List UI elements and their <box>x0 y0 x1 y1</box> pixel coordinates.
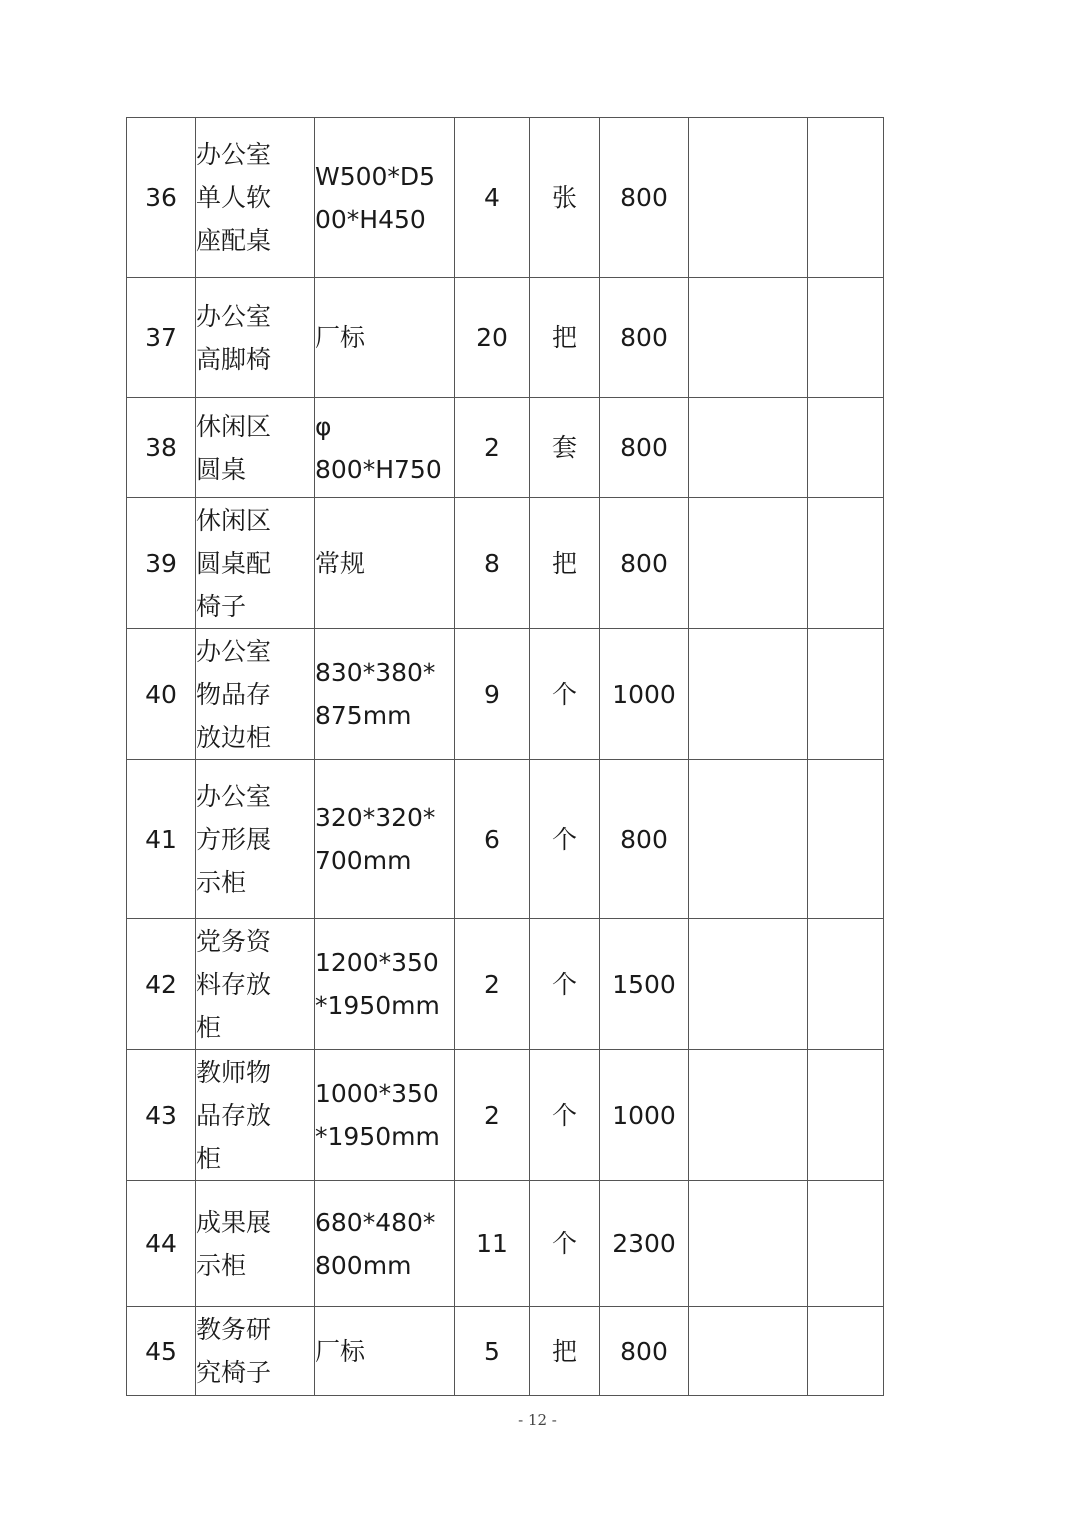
item-number: 42 <box>127 919 196 1050</box>
item-extra-2 <box>808 1050 884 1181</box>
page-number: - 12 - <box>518 1411 557 1429</box>
item-extra-1 <box>689 629 808 760</box>
item-number: 40 <box>127 629 196 760</box>
item-quantity: 4 <box>455 118 530 278</box>
item-name: 办公室 单人软 座配桌 <box>196 118 315 278</box>
table-row <box>127 278 884 398</box>
item-name: 办公室 物品存 放边柜 <box>196 629 315 760</box>
item-unit: 个 <box>530 629 600 760</box>
item-number: 44 <box>127 1181 196 1307</box>
item-price: 800 <box>600 118 689 278</box>
item-price: 800 <box>600 398 689 498</box>
item-extra-2 <box>808 498 884 629</box>
item-price: 1000 <box>600 1050 689 1181</box>
item-extra-2 <box>808 118 884 278</box>
item-spec: 680*480* 800mm <box>315 1181 455 1307</box>
item-name: 办公室 高脚椅 <box>196 278 315 398</box>
item-quantity: 2 <box>455 1050 530 1181</box>
item-price: 1500 <box>600 919 689 1050</box>
table-row <box>127 1181 884 1307</box>
item-extra-1 <box>689 919 808 1050</box>
item-price: 2300 <box>600 1181 689 1307</box>
item-extra-2 <box>808 1307 884 1396</box>
item-name: 教师物 品存放 柜 <box>196 1050 315 1181</box>
item-name: 休闲区 圆桌 <box>196 398 315 498</box>
item-spec: 320*320* 700mm <box>315 760 455 919</box>
item-number: 37 <box>127 278 196 398</box>
item-extra-1 <box>689 760 808 919</box>
item-extra-1 <box>689 118 808 278</box>
item-extra-1 <box>689 498 808 629</box>
item-name: 教务研 究椅子 <box>196 1307 315 1396</box>
table-row <box>127 629 884 760</box>
item-price: 800 <box>600 278 689 398</box>
item-unit: 把 <box>530 498 600 629</box>
item-name: 办公室 方形展 示柜 <box>196 760 315 919</box>
item-quantity: 5 <box>455 1307 530 1396</box>
item-extra-2 <box>808 760 884 919</box>
item-spec: W500*D5 00*H450 <box>315 118 455 278</box>
item-number: 39 <box>127 498 196 629</box>
item-quantity: 6 <box>455 760 530 919</box>
item-unit: 张 <box>530 118 600 278</box>
item-extra-1 <box>689 1050 808 1181</box>
table-row <box>127 1307 884 1396</box>
item-quantity: 8 <box>455 498 530 629</box>
item-extra-2 <box>808 398 884 498</box>
item-spec: 厂标 <box>315 1307 455 1396</box>
item-number: 36 <box>127 118 196 278</box>
item-quantity: 9 <box>455 629 530 760</box>
item-unit: 个 <box>530 760 600 919</box>
table-row <box>127 398 884 498</box>
item-spec: 830*380* 875mm <box>315 629 455 760</box>
item-quantity: 11 <box>455 1181 530 1307</box>
item-spec: 常规 <box>315 498 455 629</box>
table-row <box>127 498 884 629</box>
item-number: 45 <box>127 1307 196 1396</box>
item-quantity: 2 <box>455 919 530 1050</box>
item-spec: 1200*350 *1950mm <box>315 919 455 1050</box>
table-row <box>127 919 884 1050</box>
item-extra-2 <box>808 919 884 1050</box>
furniture-items-table <box>126 117 884 1396</box>
item-quantity: 20 <box>455 278 530 398</box>
item-unit: 个 <box>530 1181 600 1307</box>
table-row <box>127 118 884 278</box>
item-number: 43 <box>127 1050 196 1181</box>
item-price: 1000 <box>600 629 689 760</box>
item-quantity: 2 <box>455 398 530 498</box>
item-unit: 把 <box>530 1307 600 1396</box>
item-price: 800 <box>600 1307 689 1396</box>
item-price: 800 <box>600 760 689 919</box>
item-spec: φ 800*H750 <box>315 398 455 498</box>
item-number: 41 <box>127 760 196 919</box>
item-name: 成果展 示柜 <box>196 1181 315 1307</box>
item-extra-1 <box>689 398 808 498</box>
item-name: 党务资 料存放 柜 <box>196 919 315 1050</box>
item-unit: 个 <box>530 1050 600 1181</box>
item-spec: 厂标 <box>315 278 455 398</box>
item-price: 800 <box>600 498 689 629</box>
item-extra-1 <box>689 1181 808 1307</box>
item-extra-2 <box>808 1181 884 1307</box>
item-extra-2 <box>808 629 884 760</box>
item-name: 休闲区 圆桌配 椅子 <box>196 498 315 629</box>
item-extra-1 <box>689 1307 808 1396</box>
item-extra-1 <box>689 278 808 398</box>
table-row <box>127 760 884 919</box>
item-unit: 套 <box>530 398 600 498</box>
item-extra-2 <box>808 278 884 398</box>
table-row <box>127 1050 884 1181</box>
item-unit: 个 <box>530 919 600 1050</box>
item-spec: 1000*350 *1950mm <box>315 1050 455 1181</box>
item-unit: 把 <box>530 278 600 398</box>
item-number: 38 <box>127 398 196 498</box>
